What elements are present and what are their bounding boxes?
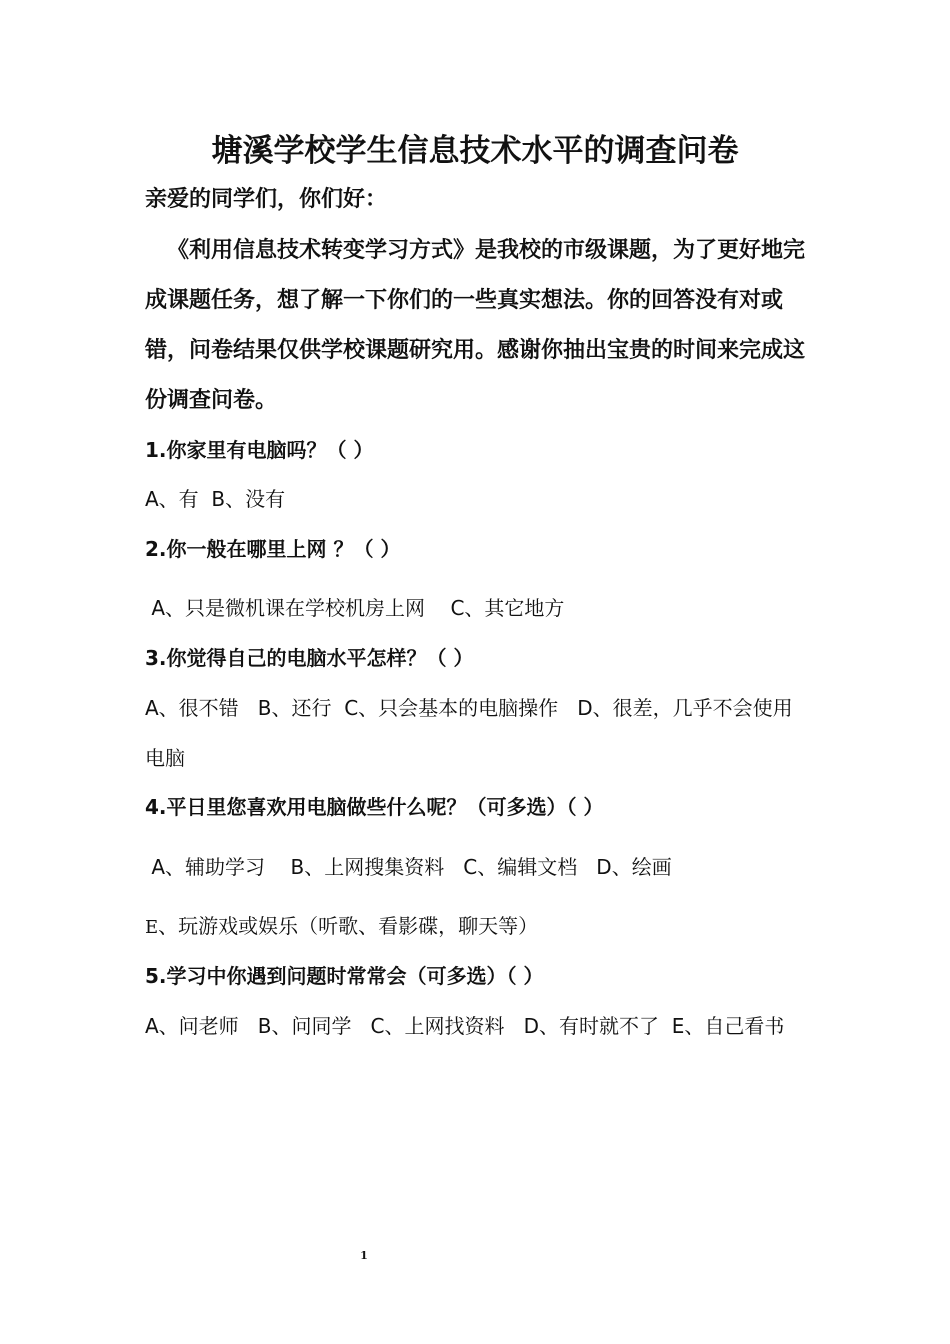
question-4-option-e-letter: E — [145, 917, 159, 938]
greeting-text: 亲爱的同学们，你们好： — [145, 187, 388, 212]
question-4: 4.平日里您喜欢用电脑做些什么呢？（可多选）（ ） — [145, 795, 604, 819]
question-1-options: A、有 B、没有 — [145, 487, 286, 511]
question-5: 5.学习中你遇到问题时常常会（可多选）（ ） — [145, 964, 544, 988]
question-4-option-e-text: 、玩游戏或娱乐（听歌、看影碟，聊天等） — [158, 914, 539, 938]
page-number: 1 — [360, 1249, 368, 1262]
question-4-options-line-2 — [145, 901, 810, 953]
question-1: 1.你家里有电脑吗？（ ） — [145, 438, 374, 462]
question-2: 2.你一般在哪里上网 ？（ ） — [145, 537, 401, 561]
intro-paragraph: 《利用信息技术转变学习方式》是我校的市级课题，为了更好地完成课题任务，想了解一下你们的一些真实想法。你的回答没有对或错，问卷结果仅供学校课题研究用。感谢你抽出宝贵的时间来完成这份调查问卷。 — [145, 238, 806, 413]
question-5-options: A、问老师 B、问同学 C、上网找资料 D、有时就不了 E、自己看书 — [145, 1014, 785, 1038]
question-4-options: A、辅助学习 B、上网搜集资料 C、编辑文档 D、绘画 — [145, 855, 672, 879]
question-3: 3.你觉得自己的电脑水平怎样？（ ） — [145, 646, 474, 670]
question-3-options: A、很不错 B、还行 C、只会基本的电脑操作 D、很差，几乎不会使用电脑 — [145, 696, 793, 770]
question-2-options: A、只是微机课在学校机房上网 C、其它地方 — [145, 596, 565, 620]
page-title: 塘溪学校学生信息技术水平的调查问卷 — [211, 133, 739, 169]
